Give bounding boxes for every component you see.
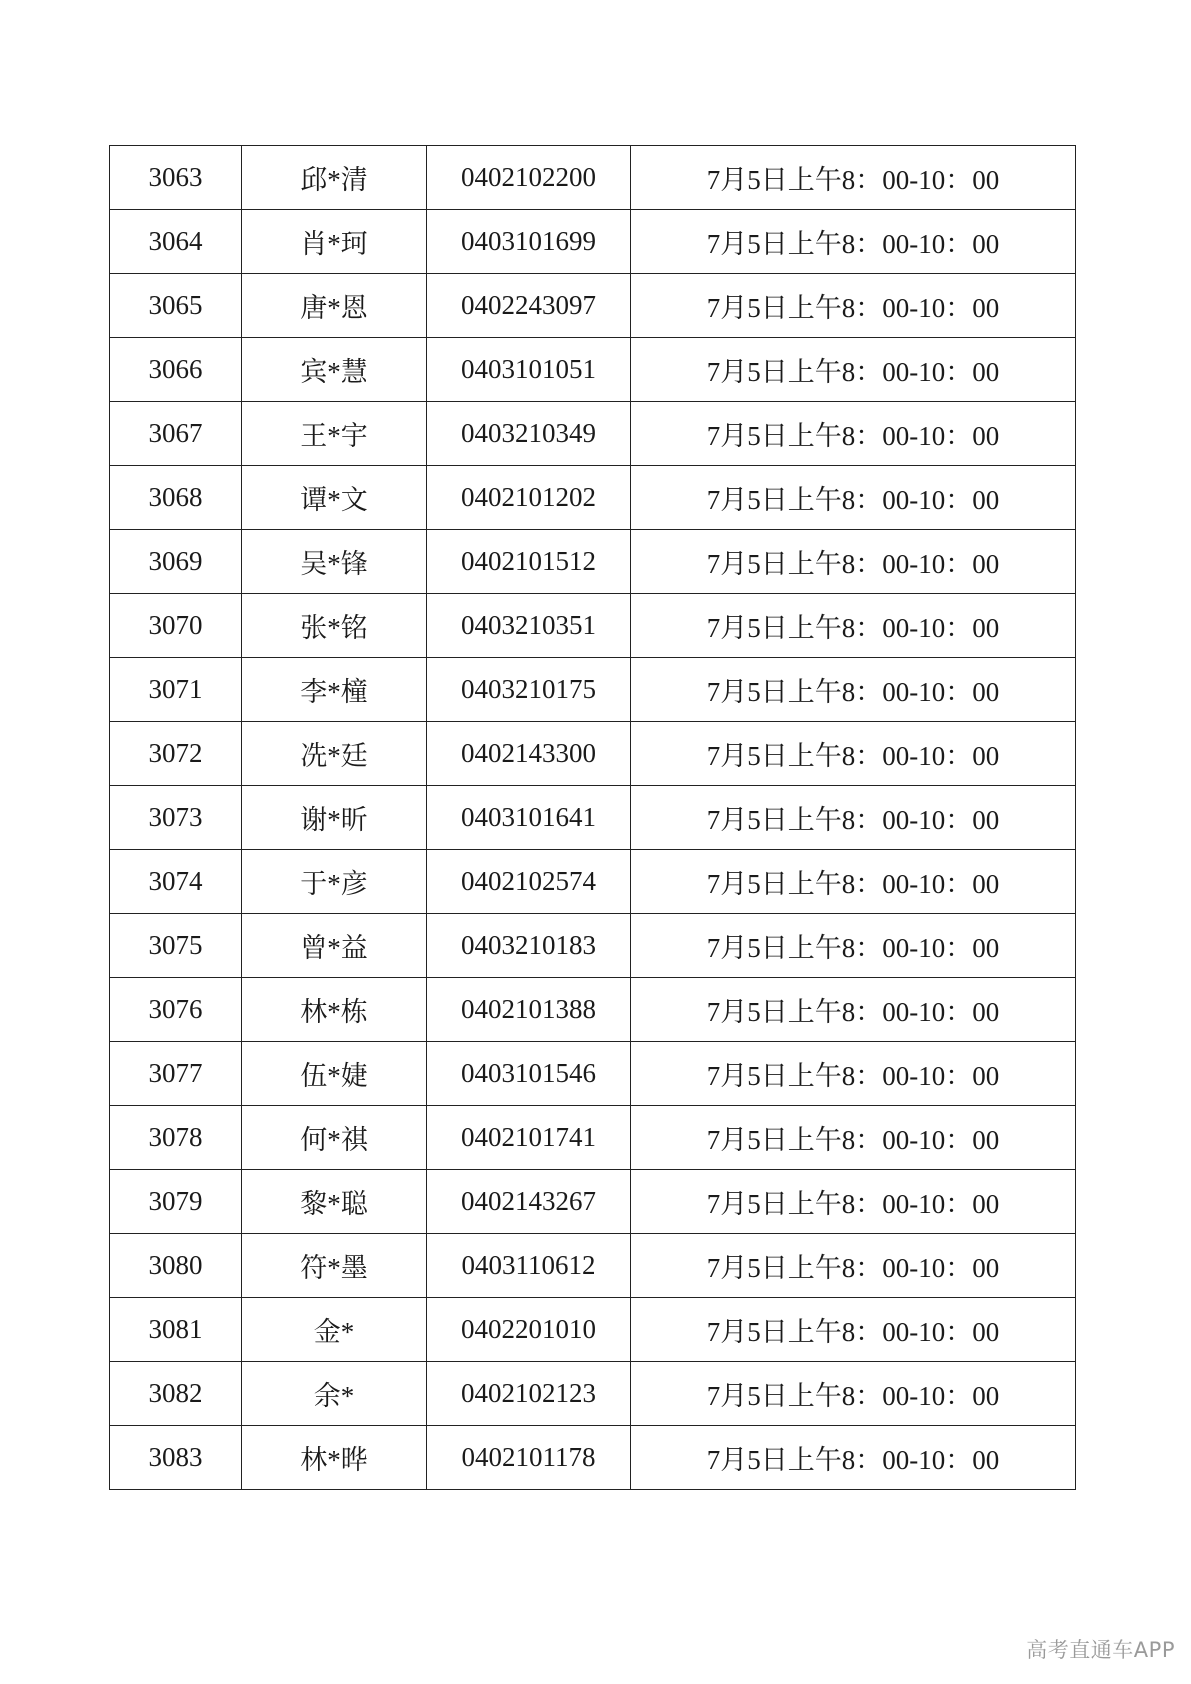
table-row — [110, 786, 1076, 850]
table-row — [110, 274, 1076, 338]
exam-time: 7月5日上午8：00-10：00 — [631, 274, 1076, 338]
exam-time: 7月5日上午8：00-10：00 — [631, 1234, 1076, 1298]
row-number: 3072 — [110, 722, 242, 786]
table-row — [110, 530, 1076, 594]
exam-time: 7月5日上午8：00-10：00 — [631, 914, 1076, 978]
candidate-name: 李*橦 — [242, 658, 427, 722]
row-number: 3071 — [110, 658, 242, 722]
candidate-id: 0403101051 — [427, 338, 631, 402]
candidate-name: 黎*聪 — [242, 1170, 427, 1234]
candidate-name: 伍*婕 — [242, 1042, 427, 1106]
exam-time: 7月5日上午8：00-10：00 — [631, 850, 1076, 914]
table-row — [110, 1234, 1076, 1298]
row-number: 3070 — [110, 594, 242, 658]
candidate-id: 0402101741 — [427, 1106, 631, 1170]
candidate-id: 0402243097 — [427, 274, 631, 338]
exam-time: 7月5日上午8：00-10：00 — [631, 722, 1076, 786]
table-row — [110, 338, 1076, 402]
candidate-id: 0403101699 — [427, 210, 631, 274]
exam-time: 7月5日上午8：00-10：00 — [631, 466, 1076, 530]
table-row — [110, 1426, 1076, 1490]
table-row — [110, 978, 1076, 1042]
candidate-name: 肖*珂 — [242, 210, 427, 274]
watermark: 高考直通车APP — [1026, 1638, 1175, 1662]
table-row — [110, 1362, 1076, 1426]
candidate-name: 林*栋 — [242, 978, 427, 1042]
candidate-name: 林*晔 — [242, 1426, 427, 1490]
candidate-id: 0402143300 — [427, 722, 631, 786]
row-number: 3073 — [110, 786, 242, 850]
table-row — [110, 658, 1076, 722]
candidate-name: 唐*恩 — [242, 274, 427, 338]
candidate-name: 宾*慧 — [242, 338, 427, 402]
exam-time: 7月5日上午8：00-10：00 — [631, 1298, 1076, 1362]
candidate-id: 0403101641 — [427, 786, 631, 850]
exam-time: 7月5日上午8：00-10：00 — [631, 658, 1076, 722]
exam-time: 7月5日上午8：00-10：00 — [631, 338, 1076, 402]
exam-time: 7月5日上午8：00-10：00 — [631, 402, 1076, 466]
candidate-name: 谭*文 — [242, 466, 427, 530]
exam-time: 7月5日上午8：00-10：00 — [631, 530, 1076, 594]
row-number: 3081 — [110, 1298, 242, 1362]
candidate-id: 0403110612 — [427, 1234, 631, 1298]
exam-time: 7月5日上午8：00-10：00 — [631, 1426, 1076, 1490]
candidate-id: 0403210351 — [427, 594, 631, 658]
exam-time: 7月5日上午8：00-10：00 — [631, 594, 1076, 658]
table-row — [110, 146, 1076, 210]
row-number: 3075 — [110, 914, 242, 978]
row-number: 3065 — [110, 274, 242, 338]
row-number: 3074 — [110, 850, 242, 914]
row-number: 3079 — [110, 1170, 242, 1234]
candidate-name: 金* — [242, 1298, 427, 1362]
row-number: 3068 — [110, 466, 242, 530]
candidate-name: 于*彦 — [242, 850, 427, 914]
exam-time: 7月5日上午8：00-10：00 — [631, 1362, 1076, 1426]
exam-time: 7月5日上午8：00-10：00 — [631, 210, 1076, 274]
schedule-table — [109, 145, 1076, 1490]
candidate-id: 0402102123 — [427, 1362, 631, 1426]
schedule-table-body — [110, 146, 1076, 1490]
candidate-id: 0402101388 — [427, 978, 631, 1042]
exam-time: 7月5日上午8：00-10：00 — [631, 1170, 1076, 1234]
candidate-id: 0403210183 — [427, 914, 631, 978]
exam-time: 7月5日上午8：00-10：00 — [631, 786, 1076, 850]
table-row — [110, 1298, 1076, 1362]
row-number: 3066 — [110, 338, 242, 402]
candidate-name: 张*铭 — [242, 594, 427, 658]
candidate-name: 王*宇 — [242, 402, 427, 466]
table-row — [110, 850, 1076, 914]
candidate-id: 0402101202 — [427, 466, 631, 530]
candidate-id: 0402102574 — [427, 850, 631, 914]
table-row — [110, 594, 1076, 658]
candidate-id: 0402102200 — [427, 146, 631, 210]
candidate-id: 0402201010 — [427, 1298, 631, 1362]
candidate-id: 0402143267 — [427, 1170, 631, 1234]
row-number: 3067 — [110, 402, 242, 466]
row-number: 3078 — [110, 1106, 242, 1170]
candidate-name: 吴*锋 — [242, 530, 427, 594]
table-row — [110, 1106, 1076, 1170]
candidate-name: 符*墨 — [242, 1234, 427, 1298]
row-number: 3069 — [110, 530, 242, 594]
row-number: 3080 — [110, 1234, 242, 1298]
row-number: 3064 — [110, 210, 242, 274]
candidate-id: 0403210175 — [427, 658, 631, 722]
table-row — [110, 466, 1076, 530]
row-number: 3082 — [110, 1362, 242, 1426]
candidate-name: 何*祺 — [242, 1106, 427, 1170]
table-row — [110, 1170, 1076, 1234]
exam-time: 7月5日上午8：00-10：00 — [631, 1042, 1076, 1106]
candidate-name: 冼*廷 — [242, 722, 427, 786]
candidate-id: 0402101178 — [427, 1426, 631, 1490]
row-number: 3083 — [110, 1426, 242, 1490]
exam-time: 7月5日上午8：00-10：00 — [631, 978, 1076, 1042]
table-row — [110, 210, 1076, 274]
candidate-name: 余* — [242, 1362, 427, 1426]
candidate-name: 曾*益 — [242, 914, 427, 978]
candidate-id: 0403210349 — [427, 402, 631, 466]
exam-time: 7月5日上午8：00-10：00 — [631, 146, 1076, 210]
row-number: 3077 — [110, 1042, 242, 1106]
table-row — [110, 722, 1076, 786]
table-row — [110, 914, 1076, 978]
row-number: 3076 — [110, 978, 242, 1042]
candidate-id: 0402101512 — [427, 530, 631, 594]
candidate-id: 0403101546 — [427, 1042, 631, 1106]
table-row — [110, 402, 1076, 466]
table-row — [110, 1042, 1076, 1106]
exam-time: 7月5日上午8：00-10：00 — [631, 1106, 1076, 1170]
row-number: 3063 — [110, 146, 242, 210]
candidate-name: 谢*昕 — [242, 786, 427, 850]
candidate-name: 邱*清 — [242, 146, 427, 210]
